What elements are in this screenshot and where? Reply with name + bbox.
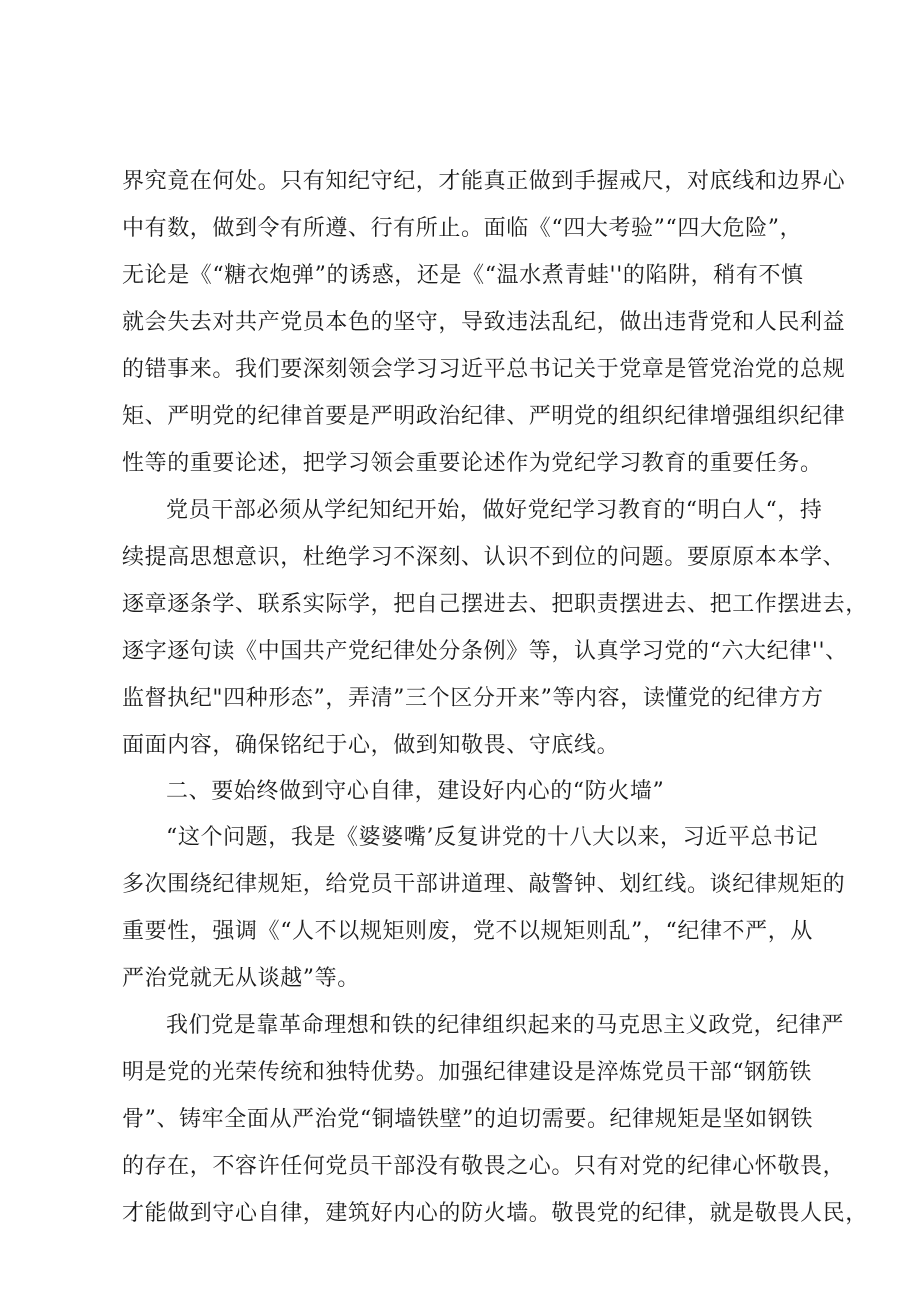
text-line: 逐章逐条学、联系实际学，把自己摆进去、把职责摆进去、把工作摆进去， xyxy=(122,592,868,617)
paragraph-first-line: “这个问题，我是《婆婆嘴’反复讲党的十八大以来，习近平总书记 xyxy=(166,825,819,850)
text-line: 的错事来。我们要深刻领会学习习近平总书记关于党章是管党治党的总规 xyxy=(122,357,846,382)
text-line: 面面内容，确保铭纪于心，做到知敬畏、守底线。 xyxy=(122,733,620,758)
text-line: 就会失去对共产党员本色的坚守，导致违法乱纪，做出违背党和人民利益 xyxy=(122,310,846,335)
text-line: 的存在，不容许任何党员干部没有敬畏之心。只有对党的纪律心怀敬畏， xyxy=(122,1154,846,1179)
paragraph-first-line: 党员干部必须从学纪知纪开始，做好党纪学习教育的“明白人“，持 xyxy=(166,498,823,523)
text-line: 续提高思想意识，杜绝学习不深刻、认识不到位的问题。要原原本本学、 xyxy=(122,545,846,570)
text-line: 性等的重要论述，把学习领会重要论述作为党纪学习教育的重要任务。 xyxy=(122,451,823,476)
section-heading: 二、要始终做到守心自律，建设好内心的“防火墙” xyxy=(166,779,665,804)
text-line: 中有数，做到令有所遵、行有所止。面临《“四大考验”“四大危险”， xyxy=(122,216,803,241)
text-line: 界究竟在何处。只有知纪守纪，才能真正做到手握戒尺，对底线和边界心 xyxy=(122,169,846,194)
text-line: 明是党的光荣传统和独特优势。加强纪律建设是淬炼党员干部“钢筋铁 xyxy=(122,1060,812,1085)
text-line: 骨”、铸牢全面从严治党“铜墙铁壁”的迫切需要。纪律规矩是坚如钢铁 xyxy=(122,1107,813,1132)
text-line: 矩、严明党的纪律首要是严明政治纪律、严明党的组织纪律增强组织纪律 xyxy=(122,404,846,429)
text-line: 监督执纪"四种形态”，弄清”三个区分开来”等内容，读懂党的纪律方方 xyxy=(122,686,824,711)
paragraph-first-line: 我们党是靠革命理想和铁的纪律组织起来的马克思主义政党，纪律严 xyxy=(166,1013,845,1038)
text-line: 严治党就无从谈越”等。 xyxy=(122,966,360,991)
text-line: 多次围绕纪律规矩，给党员干部讲道理、敲警钟、划红线。谈纪律规矩的 xyxy=(122,872,846,897)
text-line: 无论是《“糖衣炮弹”的诱惑，还是《“温水煮青蛙''的陷阱，稍有不慎 xyxy=(122,263,804,288)
text-line: 逐字逐句读《中国共产党纪律处分条例》等，认真学习党的“六大纪律''、 xyxy=(122,639,848,664)
text-line: 重要性，强调《“人不以规矩则废，党不以规矩则乱”，“纪律不严，从 xyxy=(122,919,813,944)
text-line: 才能做到守心自律，建筑好内心的防火墙。敬畏党的纪律，就是敬畏人民， xyxy=(122,1201,868,1226)
